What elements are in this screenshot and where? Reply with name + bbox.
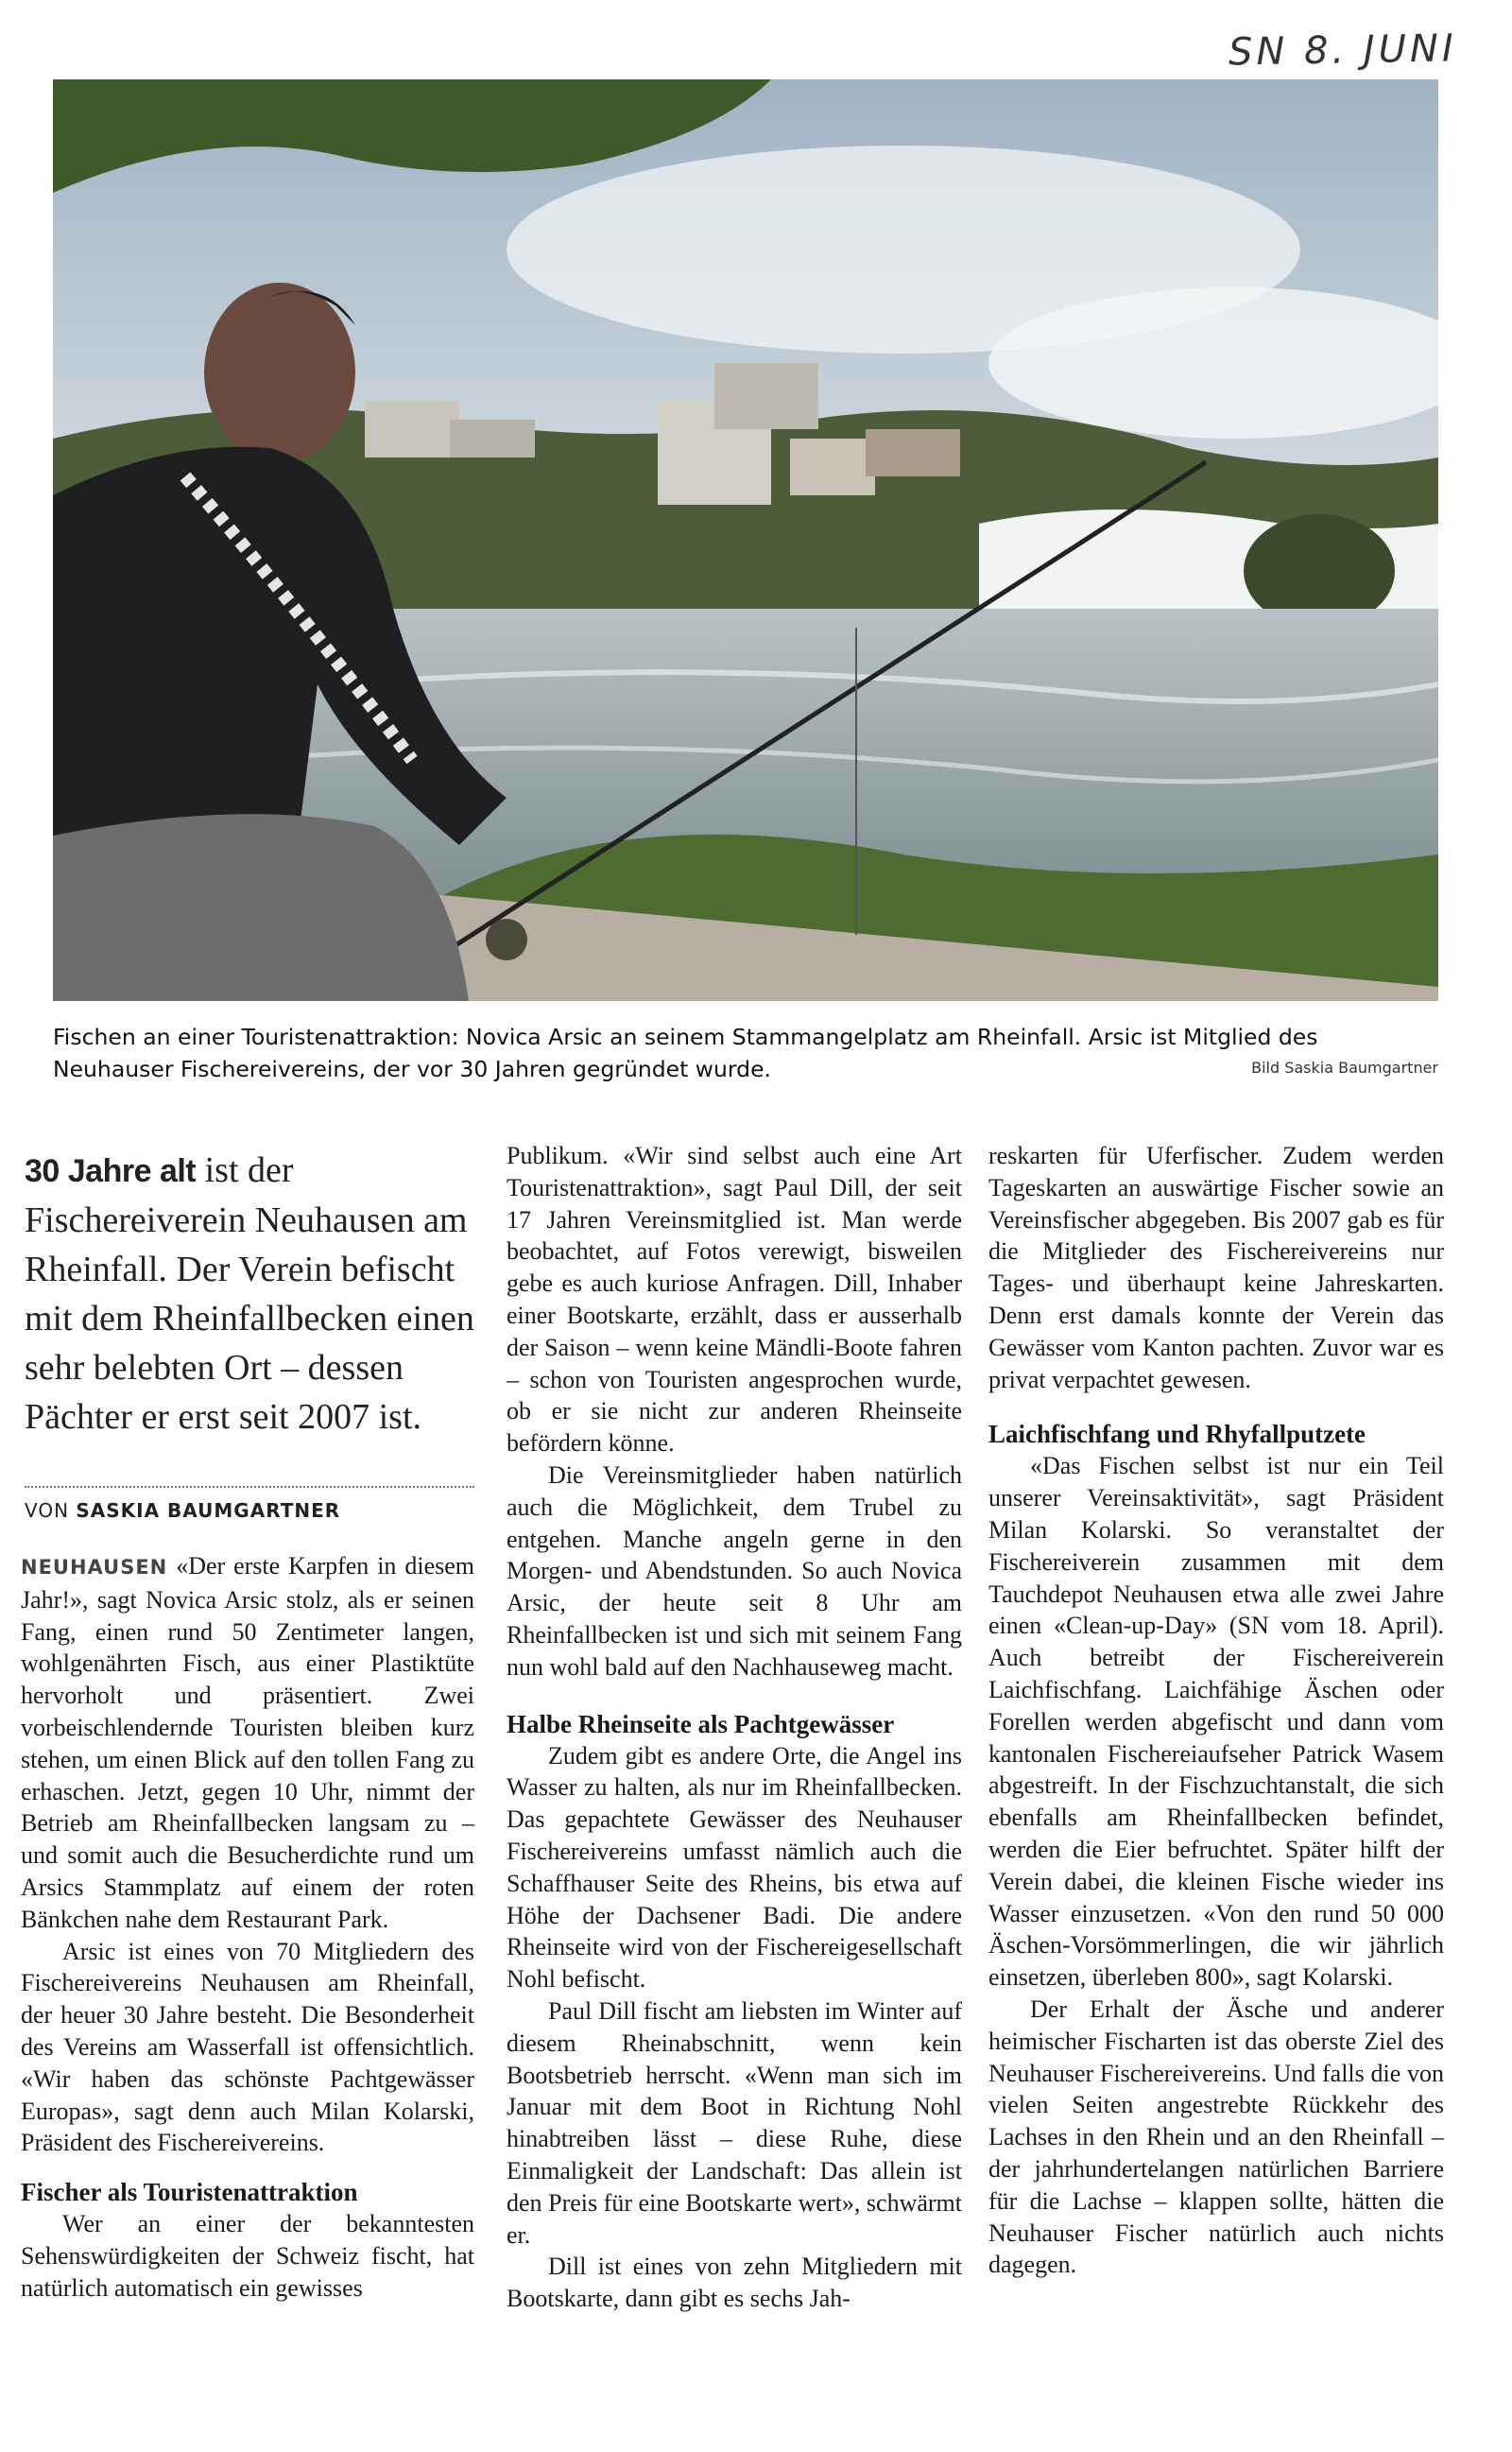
lead-text: ist der Fischereiverein Neuhausen am Rheinfall. Der Verein befischt mit dem Rheinfallbecken einen sehr belebten Ort – dessen Pächter er erst seit 2007 ist.: [25, 1150, 474, 1437]
article-photo: [53, 79, 1438, 1001]
article-lead: [25, 1146, 478, 1442]
paragraph: reskarten für Uferfischer. Zudem werden Tageskarten an auswärtige Fischer sowie an Vereinsfischer abgegeben. Bis 2007 gab es für die Mitglieder des Fischereivereins nur Tages- und überhaupt keine Jahreskarten. Denn erst damals konnte der Verein das Gewässer vom Kanton pachten. Zuvor war es privat verpachtet gewesen.: [988, 1142, 1444, 1393]
photo-caption: Fischen an einer Touristenattraktion: Novica Arsic an seinem Stammangelplatz am Rheinfall. Arsic ist Mitglied des Neuhauser Fischereivereins, der vor 30 Jahren gegründet wurde.: [53, 1024, 1318, 1082]
article-column-3: [988, 1140, 1444, 2281]
handwritten-date-note: SN 8. JUNI: [1228, 26, 1458, 75]
paragraph: Zudem gibt es andere Orte, die Angel ins Wasser zu halten, als nur im Rheinfallbecken. Das gepachtete Gewässer des Neuhauser Fischereivereins umfasst nämlich auch die Schaffhauser Seite des Rheins, bis etwa auf Höhe der Dachsener Badi. Die andere Rheinseite wird von der Fischereigesellschaft Nohl befischt.: [507, 1741, 962, 1994]
paragraph-text: «Der erste Karpfen in diesem Jahr!», sagt Novica Arsic stolz, als er seinen Fang, einen rund 50 Zentimeter langen, wohlgenährten Fisch, aus einer Plastiktüte hervorholt und präsentiert. Zwei vorbeischlendernde Touristen bleiben kurz stehen, um einen Blick auf den tollen Fang zu erhaschen. Jetzt, gegen 10 Uhr, nimmt der Betrieb am Rheinfallbecken langsam zu – und somit auch die Besucherdichte rund um Arsics Stammplatz auf einem der roten Bänkchen nahe dem Restaurant Park.: [21, 1552, 474, 1933]
byline-divider: [25, 1486, 474, 1488]
lead-bold-intro: 30 Jahre alt: [25, 1153, 197, 1189]
photo-credit: Bild Saskia Baumgartner: [1251, 1059, 1438, 1077]
paragraph: Wer an einer der bekanntesten Sehenswürdigkeiten der Schweiz fischt, hat natürlich automatisch ein gewisses: [21, 2210, 474, 2302]
paragraph: [21, 1550, 474, 1936]
angler-at-rhine-falls-photo: [53, 79, 1438, 1001]
article-column-2: [507, 1140, 962, 2315]
byline-prefix: VON: [25, 1499, 77, 1522]
paragraph: Der Erhalt der Äsche und anderer heimischer Fischarten ist das oberste Ziel des Neuhauser Fischereivereins. Und falls die von vielen Seiten angestrebte Rückkehr des Lachses in den Rhein und an den Rheinfall – der jahrhundertelangen natürlichen Barriere für die Lachse – klappen sollte, hätten die Neuhauser Fischer natürlich auch nichts dagegen.: [988, 1994, 1444, 2279]
paragraph: «Das Fischen selbst ist nur ein Teil unserer Vereinsaktivität», sagt Präsident Milan Kolarski. So veranstaltet der Fischereiverein zusammen mit dem Tauchdepot Neuhausen etwa alle zwei Jahre einen «Clean-up-Day» (SN vom 18. April). Auch betreibt der Fischereiverein Laichfischfang. Laichfähige Äschen oder Forellen werden abgefischt und dann vom kantonalen Fischereiaufseher Patrick Wasem abgestreift. In der Fischzuchtanstalt, die sich ebenfalls am Rheinfallbecken befindet, werden die Eier befruchtet. Später hilft der Verein dabei, die kleinen Fische wieder ins Wasser einzusetzen. «Von den rund 50 000 Äschen-Vorsömmerlingen, die wir jährlich einsetzen, überleben 800», sagt Kolarski.: [988, 1452, 1444, 1992]
byline-author: SASKIA BAUMGARTNER: [76, 1499, 341, 1522]
article-column-1: [21, 1550, 474, 2305]
subheading: Laichfischfang und Rhyfallputzete: [988, 1420, 1366, 1449]
dateline: NEUHAUSEN: [21, 1556, 168, 1579]
subheading: Fischer als Touristenattraktion: [21, 2178, 358, 2207]
paragraph: Arsic ist eines von 70 Mitgliedern des Fischereivereins Neuhausen am Rheinfall, der heuer 30 Jahre besteht. Die Besonderheit des Vereins am Wasserfall ist offensichtlich. «Wir haben das schönste Pachtgewässer Europas», sagt denn auch Milan Kolarski, Präsident des Fischereivereins.: [21, 1937, 474, 2157]
byline: [25, 1499, 340, 1522]
paragraph: Publikum. «Wir sind selbst auch eine Art Touristenattraktion», sagt Paul Dill, der seit 17 Jahren Vereinsmitglied ist. Man werde beobachtet, auf Fotos verewigt, bisweilen gebe es auch kuriose Anfragen. Dill, Inhaber einer Bootskarte, erzählt, dass er ausserhalb der Saison – wenn keine Mändli-Boote fahren – schon von Touristen angesprochen wurde, ob er sie nicht zur anderen Rheinseite befördern könne.: [507, 1142, 962, 1458]
subheading: Halbe Rheinseite als Pachtgewässer: [507, 1709, 895, 1738]
paragraph: Die Vereinsmitglieder haben natürlich auch die Möglichkeit, dem Trubel zu entgehen. Manche angeln gerne in den Morgen- und Abendstunden. So auch Novica Arsic, der heute seit 8 Uhr am Rheinfallbecken ist und sich mit seinem Fang nun wohl bald auf den Nachhauseweg macht.: [507, 1460, 962, 1681]
paragraph: Dill ist eines von zehn Mitgliedern mit Bootskarte, dann gibt es sechs Jah-: [507, 2253, 962, 2313]
paragraph: Paul Dill fischt am liebsten im Winter auf diesem Rheinabschnitt, wenn kein Bootsbetrieb herrscht. «Wenn man sich im Januar mit dem Boot in Richtung Nohl hinabtreiben lässt – diese Ruhe, diese Einmaligkeit der Landschaft: Das allein ist den Preis für eine Bootskarte wert», schwärmt er.: [507, 1996, 962, 2249]
